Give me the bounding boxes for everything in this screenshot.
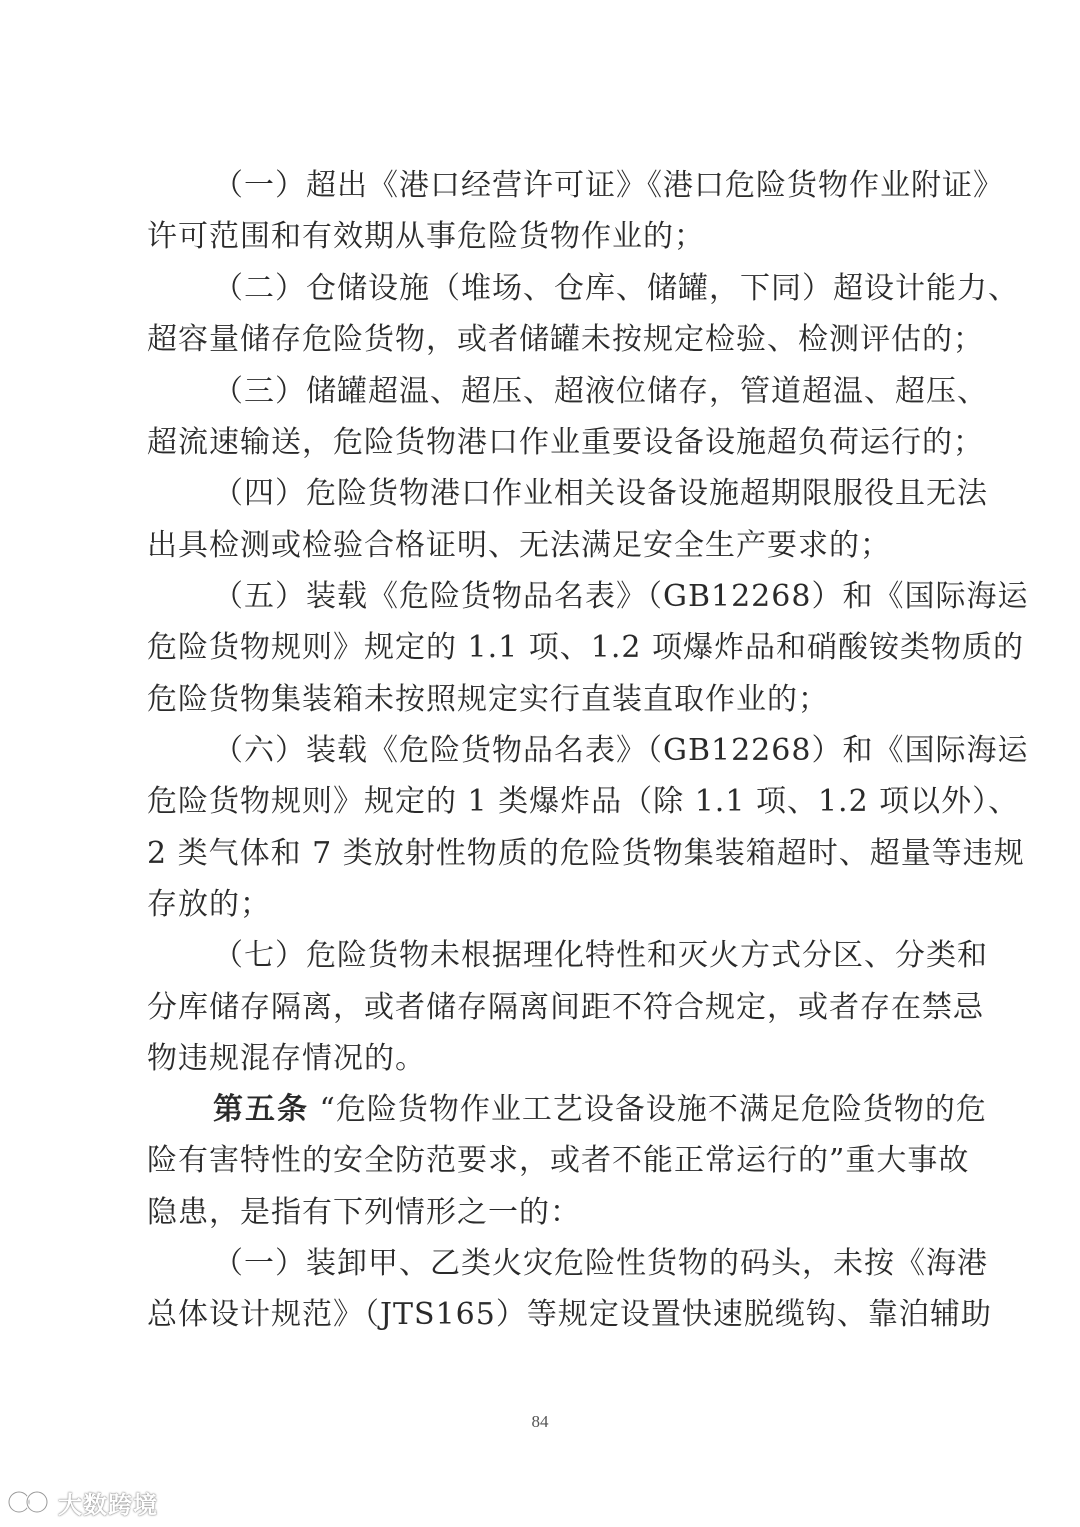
text-line: 2 类气体和 7 类放射性物质的危险货物集装箱超时、超量等违规 — [147, 836, 1025, 871]
text-line: 出具检测或检验合格证明、无法满足安全生产要求的； — [147, 528, 891, 563]
article-text: “危险货物作业工艺设备设施不满足危险货物的危 — [319, 1092, 987, 1127]
article-label: 第五条 — [213, 1092, 309, 1127]
text-line: 危险货物规则》规定的 1.1 项、1.2 项爆炸品和硝酸铵类物质的 — [147, 630, 1025, 665]
text-line: 危险货物集装箱未按照规定实行直装直取作业的； — [147, 682, 829, 717]
text-line: （六）装载《危险货物品名表》（GB12268）和《国际海运 — [213, 733, 1029, 768]
text-line: 危险货物规则》规定的 1 类爆炸品（除 1.1 项、1.2 项以外）、 — [147, 784, 1020, 819]
text-line: （二）仓储设施（堆场、仓库、储罐，下同）超设计能力、 — [213, 271, 1019, 306]
text-line: 总体设计规范》（JTS165）等规定设置快速脱缆钩、靠泊辅助 — [147, 1297, 992, 1332]
text-line: （四）危险货物港口作业相关设备设施超期限服役且无法 — [213, 476, 988, 511]
text-line: 存放的； — [147, 887, 271, 922]
text-line: 分库储存隔离，或者储存隔离间距不符合规定，或者存在禁忌 — [147, 990, 984, 1025]
watermark-text: 大数跨境 — [58, 1490, 158, 1519]
text-line: 超流速输送，危险货物港口作业重要设备设施超负荷运行的； — [147, 425, 984, 460]
watermark-logo-icon — [6, 1488, 52, 1516]
article-heading-line — [0, 1084, 1080, 1136]
text-line: （三）储罐超温、超压、超液位储存，管道超温、超压、 — [213, 374, 988, 409]
text-line: （五）装载《危险货物品名表》（GB12268）和《国际海运 — [213, 579, 1029, 614]
watermark — [6, 1484, 158, 1520]
text-line: 许可范围和有效期从事危险货物作业的； — [147, 219, 705, 254]
text-line: （一）装卸甲、乙类火灾危险性货物的码头，未按《海港 — [213, 1246, 988, 1281]
text-line: （七）危险货物未根据理化特性和灭火方式分区、分类和 — [213, 938, 988, 973]
text-line: 超容量储存危险货物，或者储罐未按规定检验、检测评估的； — [147, 322, 984, 357]
text-line: 物违规混存情况的。 — [147, 1041, 426, 1076]
text-line: （一）超出《港口经营许可证》《港口危险货物作业附证》 — [213, 168, 1004, 203]
text-line: 险有害特性的安全防范要求，或者不能正常运行的”重大事故 — [147, 1143, 970, 1178]
page-number: 84 — [531, 1412, 549, 1431]
text-line: 隐患，是指有下列情形之一的： — [147, 1195, 581, 1230]
